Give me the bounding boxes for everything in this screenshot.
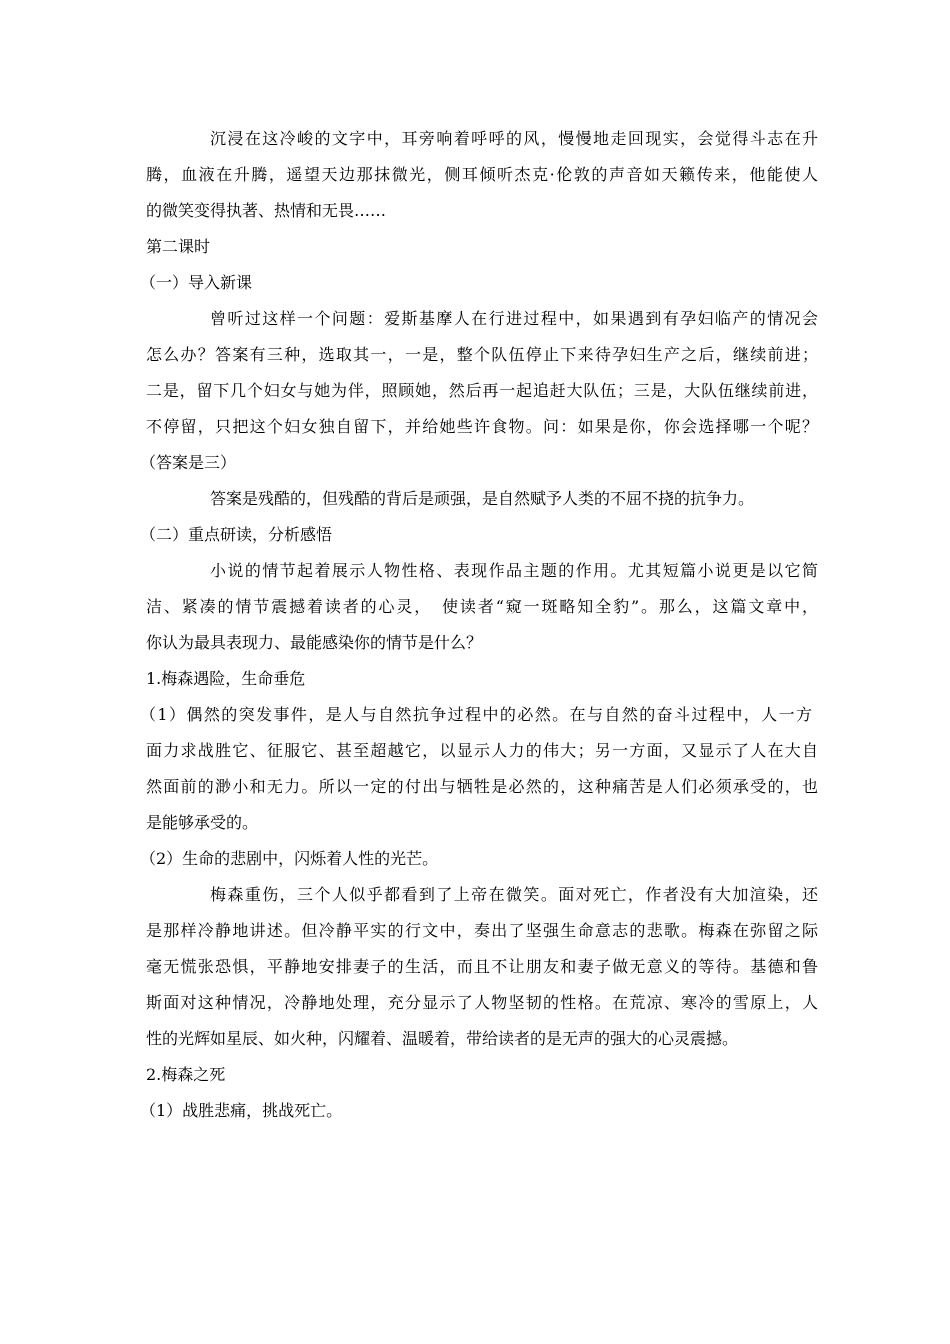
text-line: 面力求战胜它、征服它、甚至超越它，以显示人力的伟大；另一方面，又显示了人在大自 xyxy=(146,741,818,760)
text-line: （答案是三） xyxy=(140,453,237,472)
document-body xyxy=(140,121,818,1129)
text-line: 怎么办？答案有三种，选取其一，一是，整个队伍停止下来待孕妇生产之后，继续前进； xyxy=(146,345,818,364)
text-line: 沉浸在这冷峻的文字中，耳旁响着呼呼的风，慢慢地走回现实，会觉得斗志在升 xyxy=(210,129,818,148)
text-line: 性的光辉如星辰、如火种，闪耀着、温暖着，带给读者的是无声的强大的心灵震撼。 xyxy=(146,1029,739,1048)
text-line: 不停留，只把这个妇女独自留下，并给她些许食物。问：如果是你，你会选择哪一个呢？ xyxy=(146,417,818,436)
text-line: 答案是残酷的，但残酷的背后是顽强，是自然赋予人类的不屈不挠的抗争力。 xyxy=(210,489,755,508)
text-line: 二是，留下几个妇女与她为伴，照顾她，然后再一起追赶大队伍；三是，大队伍继续前进， xyxy=(146,381,818,400)
text-line: 2.梅森之死 xyxy=(146,1065,226,1084)
text-line: 第二课时 xyxy=(146,237,211,256)
text-line: （2）生命的悲剧中，闪烁着人性的光芒。 xyxy=(140,849,439,868)
text-line: 的微笑变得执著、热情和无畏…… xyxy=(146,201,387,220)
text-line: 毫无慌张恐惧，平静地安排妻子的生活，而且不让朋友和妻子做无意义的等待。基德和鲁 xyxy=(146,957,818,976)
text-line: 梅森重伤，三个人似乎都看到了上帝在微笑。面对死亡，作者没有大加渲染，还 xyxy=(210,885,818,904)
text-line: 1.梅森遇险，生命垂危 xyxy=(146,669,306,688)
text-line: 你认为最具表现力、最能感染你的情节是什么？ xyxy=(146,633,483,652)
text-line: 是那样冷静地讲述。但冷静平实的行文中，奏出了坚强生命意志的悲歌。梅森在弥留之际 xyxy=(146,921,818,940)
text-line: （1）偶然的突发事件，是人与自然抗争过程中的必然。在与自然的奋斗过程中，人一方 xyxy=(140,705,812,724)
text-line: 曾听过这样一个问题：爱斯基摩人在行进过程中，如果遇到有孕妇临产的情况会 xyxy=(210,309,818,328)
text-line: 洁、紧凑的情节震撼着读者的心灵， 使读者“窥一斑略知全豹”。那么，这篇文章中， xyxy=(146,597,818,616)
text-line: 然面前的渺小和无力。所以一定的付出与牺牲是必然的，这种痛苦是人们必须承受的，也 xyxy=(146,777,818,796)
text-line: （1）战胜悲痛，挑战死亡。 xyxy=(140,1101,343,1120)
text-line: 腾，血液在升腾，遥望天边那抹微光，侧耳倾听杰克·伦敦的声音如天籁传来，他能使人 xyxy=(146,165,818,184)
text-line: （二）重点研读，分析感悟 xyxy=(140,525,333,544)
text-line: 斯面对这种情况，冷静地处理，充分显示了人物坚韧的性格。在荒凉、寒冷的雪原上，人 xyxy=(146,993,818,1012)
text-line: 小说的情节起着展示人物性格、表现作品主题的作用。尤其短篇小说更是以它简 xyxy=(210,561,818,580)
text-line: 是能够承受的。 xyxy=(146,813,259,832)
text-line: （一）导入新课 xyxy=(140,273,253,292)
